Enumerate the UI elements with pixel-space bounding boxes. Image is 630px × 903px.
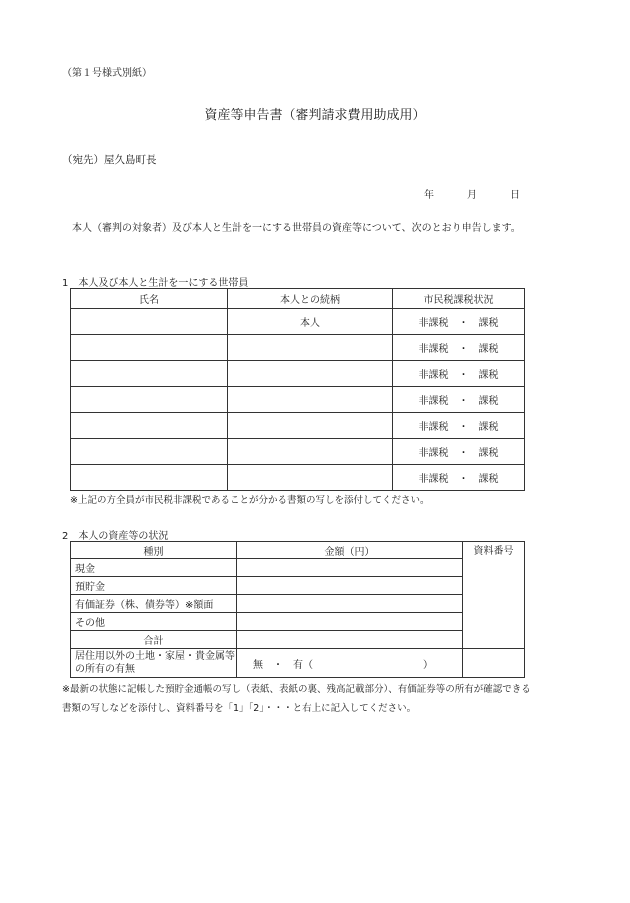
asset-type-cell: 有価証券（株、債券等）※額面 (71, 595, 237, 613)
amount-cell[interactable] (237, 613, 463, 631)
asset-type-cell: 現金 (71, 559, 237, 577)
section2-heading: 2 本人の資産等の状況 (62, 531, 169, 542)
name-cell[interactable] (71, 309, 228, 335)
section2-note: ※最新の状態に記帳した預貯金通帳の写し（表紙、表紙の裏、残高記載部分）、有価証券等の所有が確認できる書類の写しなどを添付し、資料番号を「1」「2」・・・と右上に記入してください。 (62, 684, 531, 714)
name-cell[interactable] (71, 465, 228, 491)
assets-table (70, 541, 525, 678)
header-reference-number: 資料番号 (463, 542, 525, 649)
name-cell[interactable] (71, 413, 228, 439)
relation-cell[interactable]: 本人 (228, 309, 393, 335)
table-row (71, 595, 525, 613)
section1-heading: 1 本人及び本人と生計を一にする世帯員 (62, 278, 249, 289)
property-reference-cell[interactable] (463, 649, 525, 678)
tax-status-cell[interactable]: 非課税 ・ 課税 (393, 335, 525, 361)
header-amount: 金額（円） (237, 542, 463, 559)
table-row (71, 613, 525, 631)
tax-status-cell[interactable]: 非課税 ・ 課税 (393, 465, 525, 491)
document-title: 資産等申告書（審判請求費用助成用） (204, 108, 426, 123)
property-ownership-options[interactable]: 無 ・ 有（ (253, 659, 313, 671)
household-table (70, 288, 525, 491)
addressee: （宛先）屋久島町長 (62, 154, 157, 166)
property-label: 居住用以外の土地・家屋・貴金属等の所有の有無 (71, 649, 237, 678)
form-code: （第１号様式別紙） (62, 68, 152, 79)
name-cell[interactable] (71, 387, 228, 413)
relation-cell[interactable] (228, 361, 393, 387)
total-label: 合計 (71, 631, 237, 649)
date-day-label: 日 (510, 190, 520, 201)
header-type: 種別 (71, 542, 237, 559)
household-header-row (71, 289, 525, 309)
table-row (71, 465, 525, 491)
tax-status-cell[interactable]: 非課税 ・ 課税 (393, 439, 525, 465)
total-amount-cell[interactable] (237, 631, 463, 649)
intro-paragraph: 本人（審判の対象者）及び本人と生計を一にする世帯員の資産等について、次のとおり申告します。 (72, 223, 521, 234)
table-row (71, 413, 525, 439)
assets-header-row (71, 542, 525, 559)
tax-status-cell[interactable]: 非課税 ・ 課税 (393, 413, 525, 439)
amount-cell[interactable] (237, 595, 463, 613)
table-row (71, 559, 525, 577)
relation-cell[interactable] (228, 465, 393, 491)
name-cell[interactable] (71, 361, 228, 387)
tax-status-cell[interactable]: 非課税 ・ 課税 (393, 309, 525, 335)
date-year-label: 年 (424, 190, 434, 201)
table-row (71, 361, 525, 387)
table-row (71, 387, 525, 413)
table-row (71, 439, 525, 465)
table-row (71, 309, 525, 335)
relation-cell[interactable] (228, 413, 393, 439)
property-ownership-field[interactable] (237, 649, 463, 678)
name-cell[interactable] (71, 335, 228, 361)
relation-cell[interactable] (228, 387, 393, 413)
tax-status-cell[interactable]: 非課税 ・ 課税 (393, 361, 525, 387)
amount-cell[interactable] (237, 559, 463, 577)
asset-type-cell: 預貯金 (71, 577, 237, 595)
tax-status-cell[interactable]: 非課税 ・ 課税 (393, 387, 525, 413)
relation-cell[interactable] (228, 335, 393, 361)
header-name: 氏名 (71, 289, 228, 309)
name-cell[interactable] (71, 439, 228, 465)
table-row (71, 335, 525, 361)
asset-type-cell: その他 (71, 613, 237, 631)
header-tax-status: 市民税課税状況 (393, 289, 525, 309)
header-relation: 本人との続柄 (228, 289, 393, 309)
total-row (71, 631, 525, 649)
date-month-label: 月 (467, 190, 477, 201)
amount-cell[interactable] (237, 577, 463, 595)
section1-note: ※上記の方全員が市民税非課税であることが分かる書類の写しを添付してください。 (70, 495, 430, 506)
property-row (71, 649, 525, 678)
property-ownership-close: ） (423, 659, 433, 671)
relation-cell[interactable] (228, 439, 393, 465)
table-row (71, 577, 525, 595)
